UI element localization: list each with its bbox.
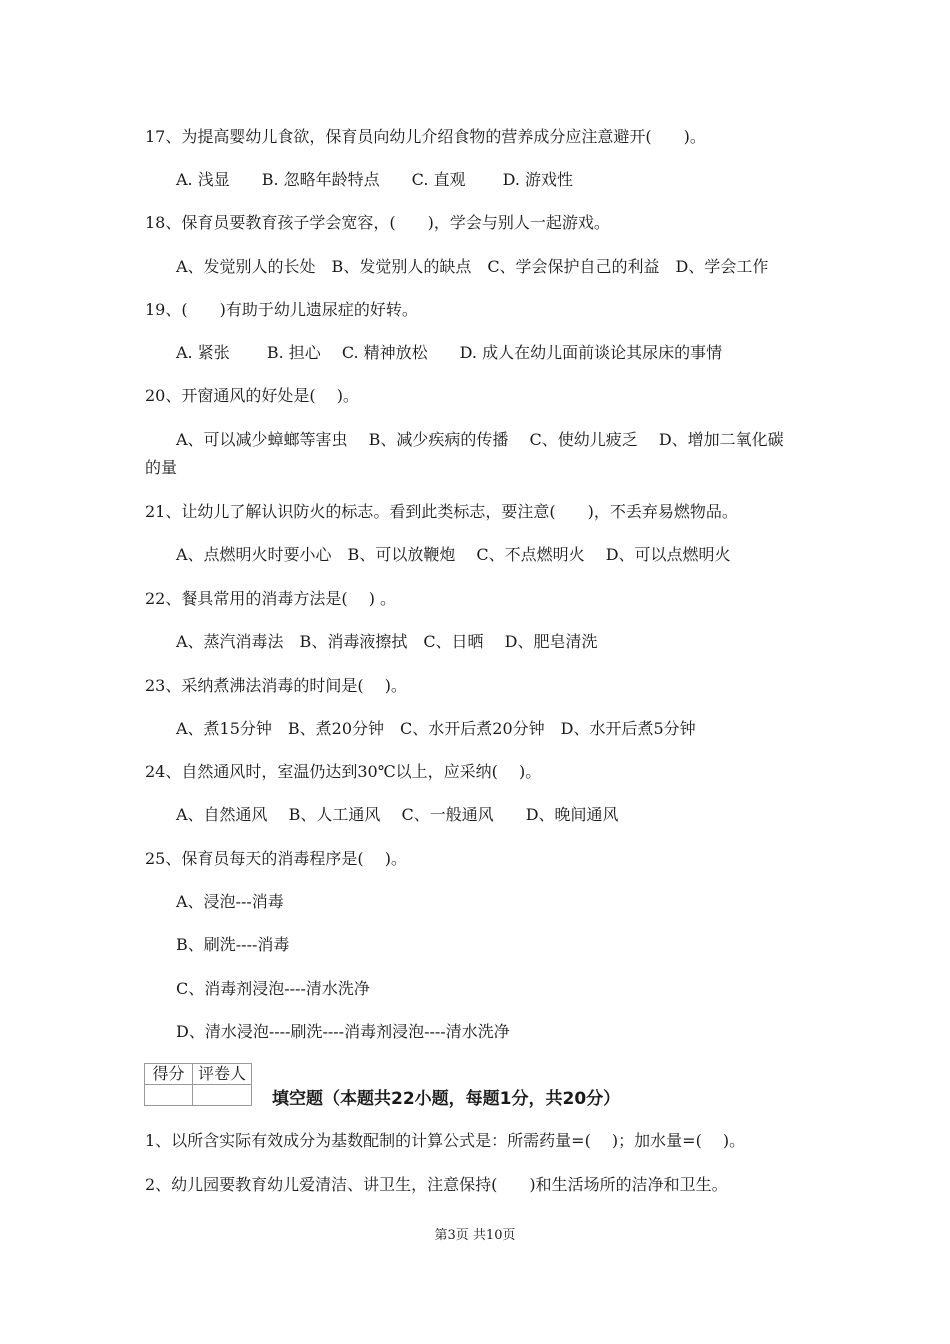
question-22: 22、餐具常用的消毒方法是( ) 。 <box>145 589 397 608</box>
question-21: 21、让幼儿了解认识防火的标志。看到此类标志，要注意( )，不丢弃易燃物品。 <box>145 502 738 521</box>
option-25-c: C、消毒剂浸泡----清水洗净 <box>176 979 370 998</box>
question-24: 24、自然通风时，室温仍达到30℃以上，应采纳( )。 <box>145 762 542 781</box>
options-21: A、点燃明火时要小心 B、可以放鞭炮 C、不点燃明火 D、可以点燃明火 <box>176 545 731 564</box>
question-25: 25、保育员每天的消毒程序是( )。 <box>145 849 407 868</box>
page-footer: 第3页 共10页 <box>434 1228 516 1243</box>
grader-label: 评卷人 <box>193 1064 252 1085</box>
options-18: A、发觉别人的长处 B、发觉别人的缺点 C、学会保护自己的利益 D、学会工作 <box>176 257 769 276</box>
options-20-continuation: 的量 <box>145 458 178 477</box>
question-17: 17、为提高婴幼儿食欲，保育员向幼儿介绍食物的营养成分应注意避开( )。 <box>145 127 706 146</box>
option-25-d: D、清水浸泡----刷洗----消毒剂浸泡----清水洗净 <box>176 1022 510 1041</box>
grader-cell <box>193 1085 252 1106</box>
score-cell <box>145 1085 193 1106</box>
question-20: 20、开窗通风的好处是( )。 <box>145 386 359 405</box>
options-17: A. 浅显 B. 忽略年龄特点 C. 直观 D. 游戏性 <box>176 170 574 189</box>
question-23: 23、采纳煮沸法消毒的时间是( )。 <box>145 676 407 695</box>
fill-question-1: 1、以所含实际有效成分为基数配制的计算公式是：所需药量=( )；加水量=( )。 <box>145 1131 746 1150</box>
question-19: 19、( )有助于幼儿遗尿症的好转。 <box>145 300 418 319</box>
options-20: A、可以减少蟑螂等害虫 B、减少疾病的传播 C、使幼儿疲乏 D、增加二氧化碳 <box>176 430 784 449</box>
options-23: A、煮15分钟 B、煮20分钟 C、水开后煮20分钟 D、水开后煮5分钟 <box>176 719 696 738</box>
score-label: 得分 <box>145 1064 193 1085</box>
options-22: A、蒸汽消毒法 B、消毒液擦拭 C、日晒 D、肥皂清洗 <box>176 632 598 651</box>
option-25-b: B、刷洗----消毒 <box>176 935 290 954</box>
section-title: 填空题（本题共22小题，每题1分，共20分） <box>272 1089 621 1109</box>
options-19: A. 紧张 B. 担心 C. 精神放松 D. 成人在幼儿面前谈论其尿床的事情 <box>176 343 723 362</box>
score-box <box>144 1063 252 1106</box>
fill-question-2: 2、幼儿园要教育幼儿爱清洁、讲卫生，注意保持( )和生活场所的洁净和卫生。 <box>145 1175 728 1194</box>
option-25-a: A、浸泡---消毒 <box>176 892 284 911</box>
options-24: A、自然通风 B、人工通风 C、一般通风 D、晚间通风 <box>176 805 619 824</box>
question-18: 18、保育员要教育孩子学会宽容，( )，学会与别人一起游戏。 <box>145 213 610 232</box>
